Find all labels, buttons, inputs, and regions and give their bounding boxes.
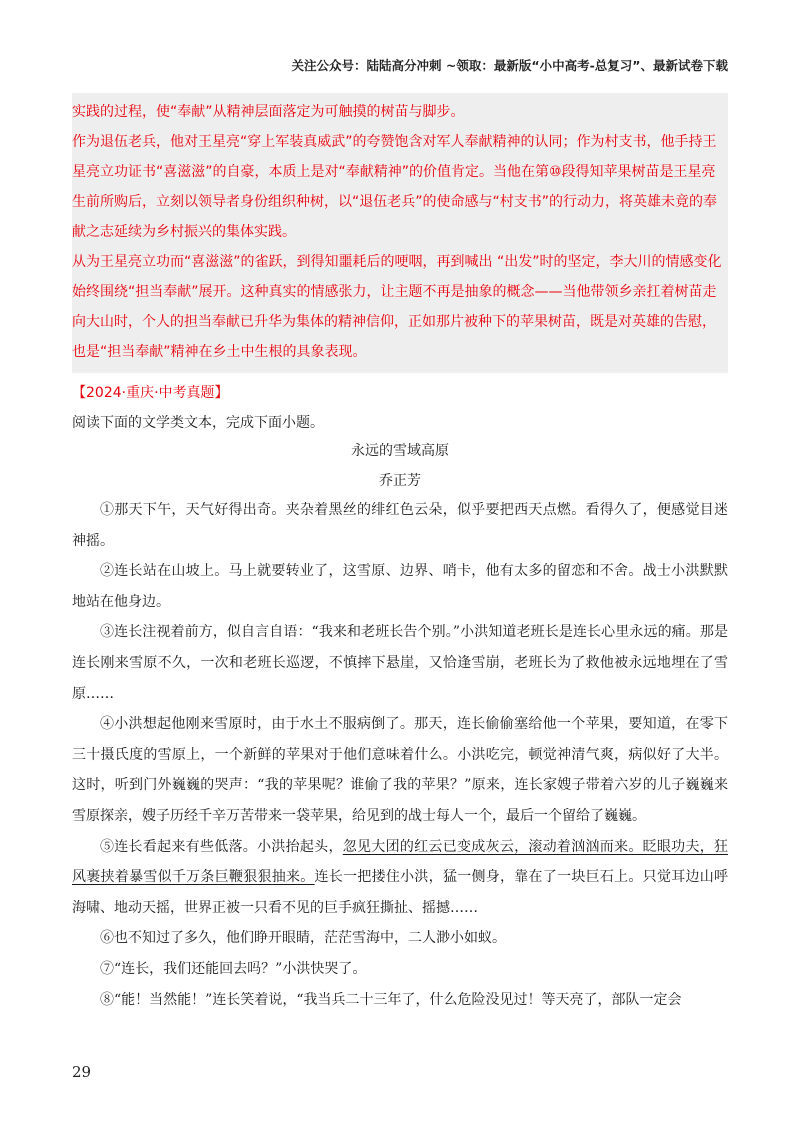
page-number: 29 [72, 1063, 92, 1081]
story-paragraph: ②连长站在山坡上。马上就要转业了，这雪原、边界、哨卡，他有太多的留恋和不舍。战士小洪默默地站在他身边。 [72, 563, 728, 610]
answer-paragraph: 实践的过程，使“奉献”从精神层面落定为可触摸的树苗与脚步。 [72, 104, 465, 120]
story-author: 乔正芳 [379, 473, 421, 489]
story-paragraph: ⑥也不知过了多久，他们睁开眼睛，茫茫雪海中，二人渺小如蚁。 [100, 930, 506, 947]
story-paragraph [72, 832, 728, 924]
instruction-text: 阅读下面的文学类文本，完成下面小题。 [72, 415, 324, 431]
story-text: ⑤连长看起来有些低落。小洪抬起头， [100, 838, 343, 855]
answer-box [72, 93, 728, 373]
answer-paragraph: 作为退伍老兵，他对王星亮“穿上军装真威武”的夸赞饱含对军人奉献精神的认同；作为村支书，他手持王星亮立功证书“喜滋滋”的自豪，本质上是对“奉献精神”的价值肯定。当他在第⑩段得知苹果树苗是王星亮生前所购后，立刻以领导者身份组织种树，以“退伍老兵”的使命感与“村支书”的行动力，将英雄未竟的奉献之志延续为乡村振兴的集体实践。 [72, 134, 718, 240]
page-header: 关注公众号：陆陆高分冲刺 ~领取：最新版“小中高考-总复习”、最新试卷下载 [291, 58, 728, 73]
underlined-sentence: 忽见大团的红云已变成灰云，滚动着汹汹而来。眨眼功夫，狂风裹挟着暴雪似千万条巨鞭狠狠抽来。 [72, 838, 729, 886]
story-paragraph: ③连长注视着前方，似自言自语：“我来和老班长告个别。”小洪知道老班长是连长心里永远的痛。那是连长刚来雪原不久，一次和老班长巡逻，不慎摔下悬崖，又恰逢雪崩，老班长为了救他被永远地埋在了雪原…… [72, 624, 728, 702]
answer-paragraph: 从为王星亮立功而“喜滋滋”的雀跃，到得知噩耗后的哽咽，再到喊出 “出发”时的坚定，李大川的情感变化始终围绕“担当奉献”展开。这种真实的情感张力，让主题不再是抽象的概念——当他带领乡亲扛着树苗走向大山时，个人的担当奉献已升华为集体的精神信仰，正如那片被种下的苹果树苗，既是对英雄的告慰，也是“担当奉献”精神在乡土中生根的具象表现。 [72, 254, 722, 360]
story-body [72, 495, 728, 1015]
story-paragraph: ④小洪想起他刚来雪原时，由于水土不服病倒了。那天，连长偷偷塞给他一个苹果，要知道，在零下三十摄氏度的雪原上，一个新鲜的苹果对于他们意味着什么。小洪吃完，顿觉神清气爽，病似好了大半。这时，听到门外巍巍的哭声：“我的苹果呢？谁偷了我的苹果？”原来，连长家嫂子带着六岁的儿子巍巍来雪原探亲，嫂子历经千辛万苦带来一袋苹果，给见到的战士每人一个，最后一个留给了巍巍。 [72, 716, 728, 824]
story-title: 永远的雪域高原 [351, 443, 449, 459]
source-tag: 【2024·重庆·中考真题】 [72, 385, 229, 401]
story-text: 连长一把搂住小洪，猛一侧身，靠在了一块巨石上。只觉耳边山呼海啸、地动天摇，世界正被一只看不见的巨手疯狂撕扯、摇撼…… [72, 869, 729, 916]
story-paragraph: ⑦“连长，我们还能回去吗？”小洪快哭了。 [100, 960, 367, 977]
story-paragraph: ⑧“能！当然能！”连长笑着说，“我当兵二十三年了，什么危险没见过！等天亮了，部队一定会 [100, 991, 682, 1008]
story-paragraph: ①那天下午，天气好得出奇。夹杂着黑丝的绯红色云朵，似乎要把西天点燃。看得久了，便感觉目迷神摇。 [72, 502, 728, 549]
